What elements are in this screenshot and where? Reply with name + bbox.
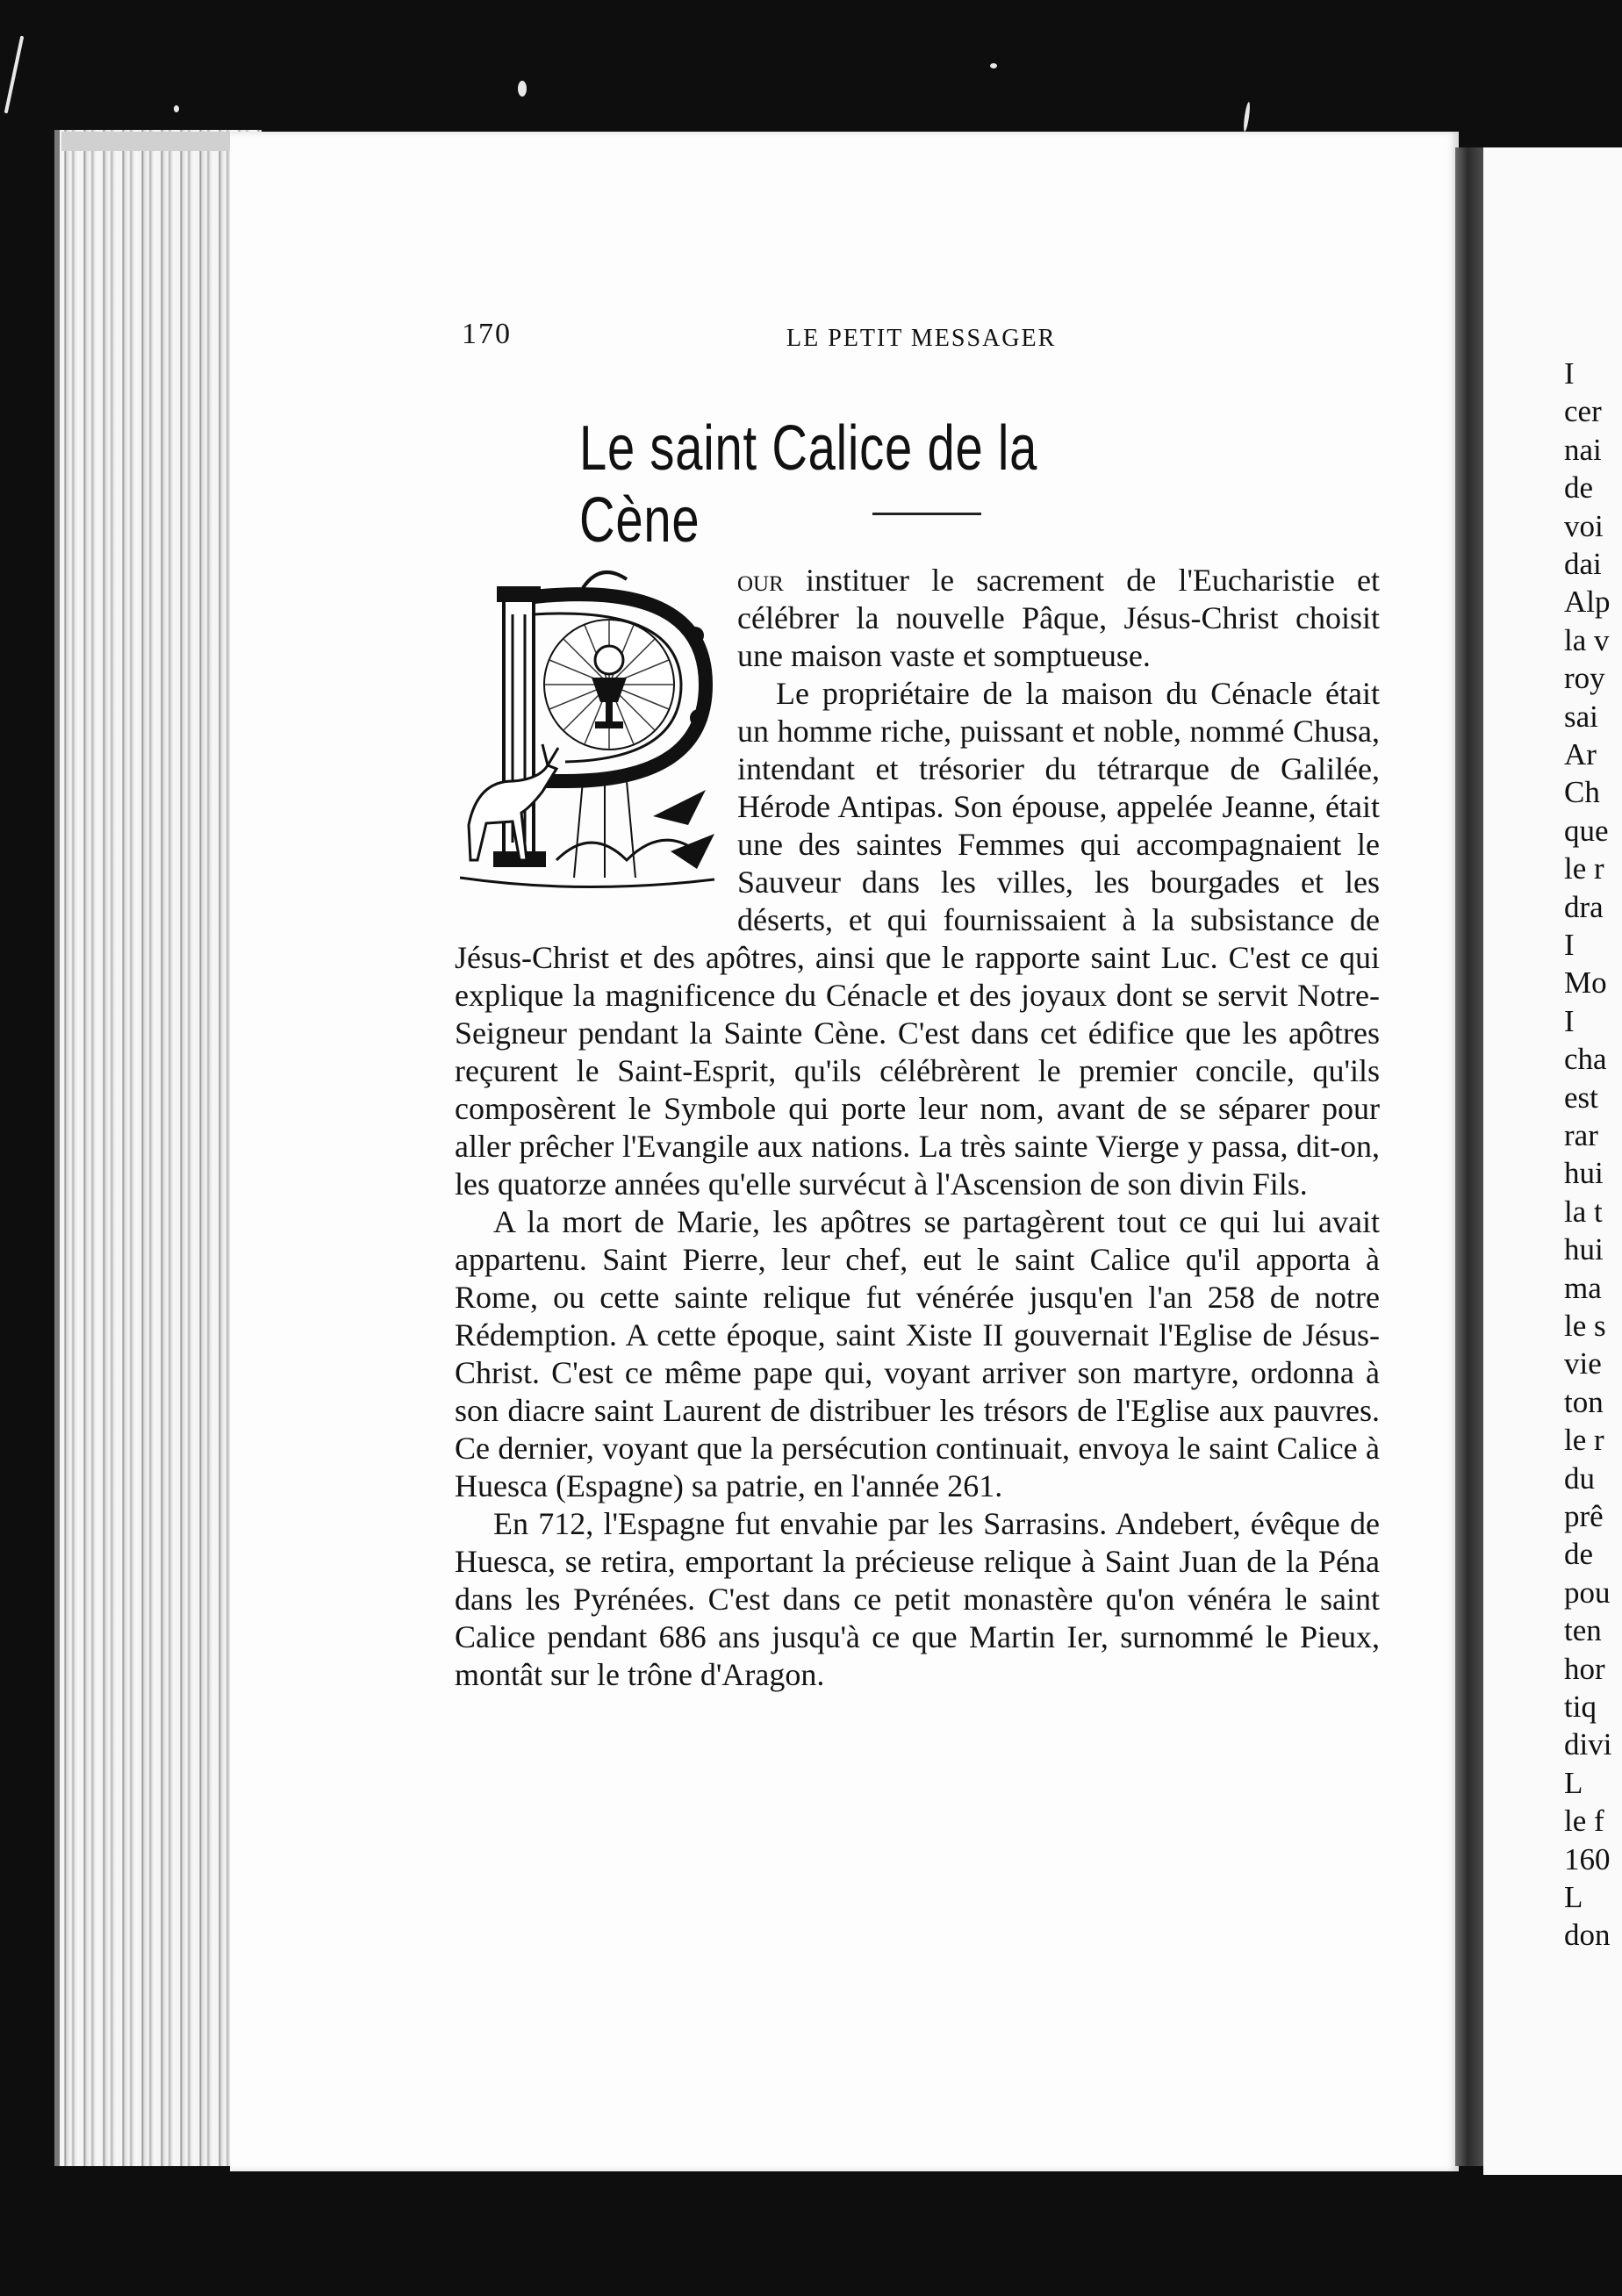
next-page-line: hui [1564, 1232, 1604, 1267]
next-page-line: rar [1564, 1118, 1598, 1152]
scan-speck [1243, 102, 1252, 132]
next-page-line: Mo [1564, 965, 1607, 1001]
next-page-line: ton [1564, 1384, 1604, 1419]
next-page-line: la t [1564, 1194, 1603, 1229]
paragraph-4: En 712, l'Espagne fut envahie par les Sarrasins. Andebert, évêque de Huesca, se retira, emportant la précieuse relique à Saint Juan de la Péna dans les Pyrénées. C'est dans ce petit monastère qu'on vénéra le saint Calice pendant 686 ans jusqu'à ce que Martin Ier, surnommé le Pieux, montât sur le trône d'Aragon. [455, 1506, 1380, 1692]
page-number: 170 [462, 318, 512, 350]
next-page-line: Ar [1564, 737, 1597, 771]
next-page-line: sai [1564, 699, 1598, 734]
article-title: Le saint Calice de la Cène [579, 413, 1038, 556]
next-page-line: 160 [1564, 1841, 1611, 1876]
next-page-line: hui [1564, 1156, 1604, 1191]
next-page-line: prê [1564, 1499, 1604, 1533]
next-page-line: tiq [1564, 1690, 1597, 1724]
next-page-line: pou [1564, 1575, 1611, 1610]
next-page-line: le r [1564, 1423, 1604, 1458]
next-page-line: ten [1564, 1613, 1602, 1648]
scan-speck [518, 81, 527, 97]
next-page-line: que [1564, 813, 1609, 848]
next-page-line: I [1564, 356, 1575, 391]
next-page-fragment [1483, 147, 1622, 2175]
next-page-line: I [1564, 928, 1575, 962]
next-page-line: I [1564, 1003, 1575, 1038]
next-page-line: le f [1564, 1804, 1604, 1839]
next-page-line: de [1564, 1537, 1594, 1572]
ornamental-drop-cap [451, 562, 721, 897]
scan-speck [4, 36, 25, 114]
next-page-line: voi [1564, 508, 1604, 543]
next-page-line: est [1564, 1080, 1598, 1115]
book-gutter [1455, 147, 1487, 2166]
next-page-line: cer [1564, 394, 1602, 429]
next-page-line: vie [1564, 1346, 1602, 1381]
paragraph-1-lead: our [737, 563, 784, 598]
next-page-line: don [1564, 1918, 1611, 1953]
drop-cap-illustration [451, 562, 721, 897]
next-page-line: du [1564, 1460, 1595, 1496]
article-body [455, 562, 1380, 1694]
book-page-edges-top [61, 132, 255, 151]
next-page-line: hor [1564, 1651, 1605, 1686]
next-page-line: de [1564, 470, 1594, 506]
title-rule [872, 513, 981, 515]
next-page-line: Alp [1564, 585, 1611, 620]
next-page-line: nai [1564, 432, 1602, 467]
running-head: LE PETIT MESSAGER [786, 325, 1057, 352]
next-page-line: divi [1564, 1727, 1612, 1762]
paragraph-1-text: instituer le sacrement de l'Eucharistie et célébrer la nouvelle Pâque, Jésus-Christ choisit une maison vaste et somptueuse. [737, 563, 1380, 673]
next-page-line: roy [1564, 661, 1605, 696]
next-page-line: cha [1564, 1042, 1607, 1077]
next-page-line: le r [1564, 851, 1604, 886]
next-page-line: ma [1564, 1270, 1602, 1305]
next-page-line: dai [1564, 547, 1602, 581]
next-page-line: L [1564, 1765, 1583, 1800]
paragraph-3: A la mort de Marie, les apôtres se partagèrent tout ce qui lui avait appartenu. Saint Pierre, leur chef, eut le saint Calice qu'il apporta à Rome, ou cette sainte relique fut vénérée jusqu'en l'an 258 de notre Rédemption. A cette époque, saint Xiste II gouvernait l'Eglise de Jésus-Christ. C'est ce même pape qui, voyant arriver son martyre, ordonna à son diacre saint Laurent de distribuer les trésors de l'Eglise aux pauvres. Ce dernier, voyant que la persécution continuait, envoya le saint Calice à Huesca (Espagne) sa patrie, en l'année 261. [455, 1204, 1380, 1503]
scan-speck [990, 63, 997, 68]
next-page-line: dra [1564, 889, 1604, 924]
next-page-line: Ch [1564, 775, 1600, 810]
next-page-line: L [1564, 1880, 1583, 1914]
paragraph-2: Le propriétaire de la maison du Cénacle était un homme riche, puissant et noble, nommé Chusa, intendant et trésorier du tétrarque de Galilée, Hérode Antipas. Son épouse, appelée Jeanne, était une des saintes Femmes qui accompagnaient le Sauveur dans les villes, les bourgades et les déserts, et qui fournissaient à la subsistance de Jésus-Christ et des apôtres, ainsi que le rapporte saint Luc. C'est ce qui explique la magnificence du Cénacle et des joyaux dont se servit Notre-Seigneur pendant la Sainte Cène. C'est dans cet édifice que les apôtres reçurent le Saint-Esprit, qu'ils célébrèrent le premier concile, qu'ils composèrent le Symbole qui porte leur nom, avant de se séparer pour aller prêcher l'Evangile aux nations. La très sainte Vierge y passa, dit-on, les quatorze années qu'elle survécut à l'Ascension de son divin Fils. [455, 676, 1380, 1202]
next-page-line: la v [1564, 622, 1610, 657]
next-page-line: le s [1564, 1309, 1606, 1343]
scan-speck [174, 105, 179, 112]
